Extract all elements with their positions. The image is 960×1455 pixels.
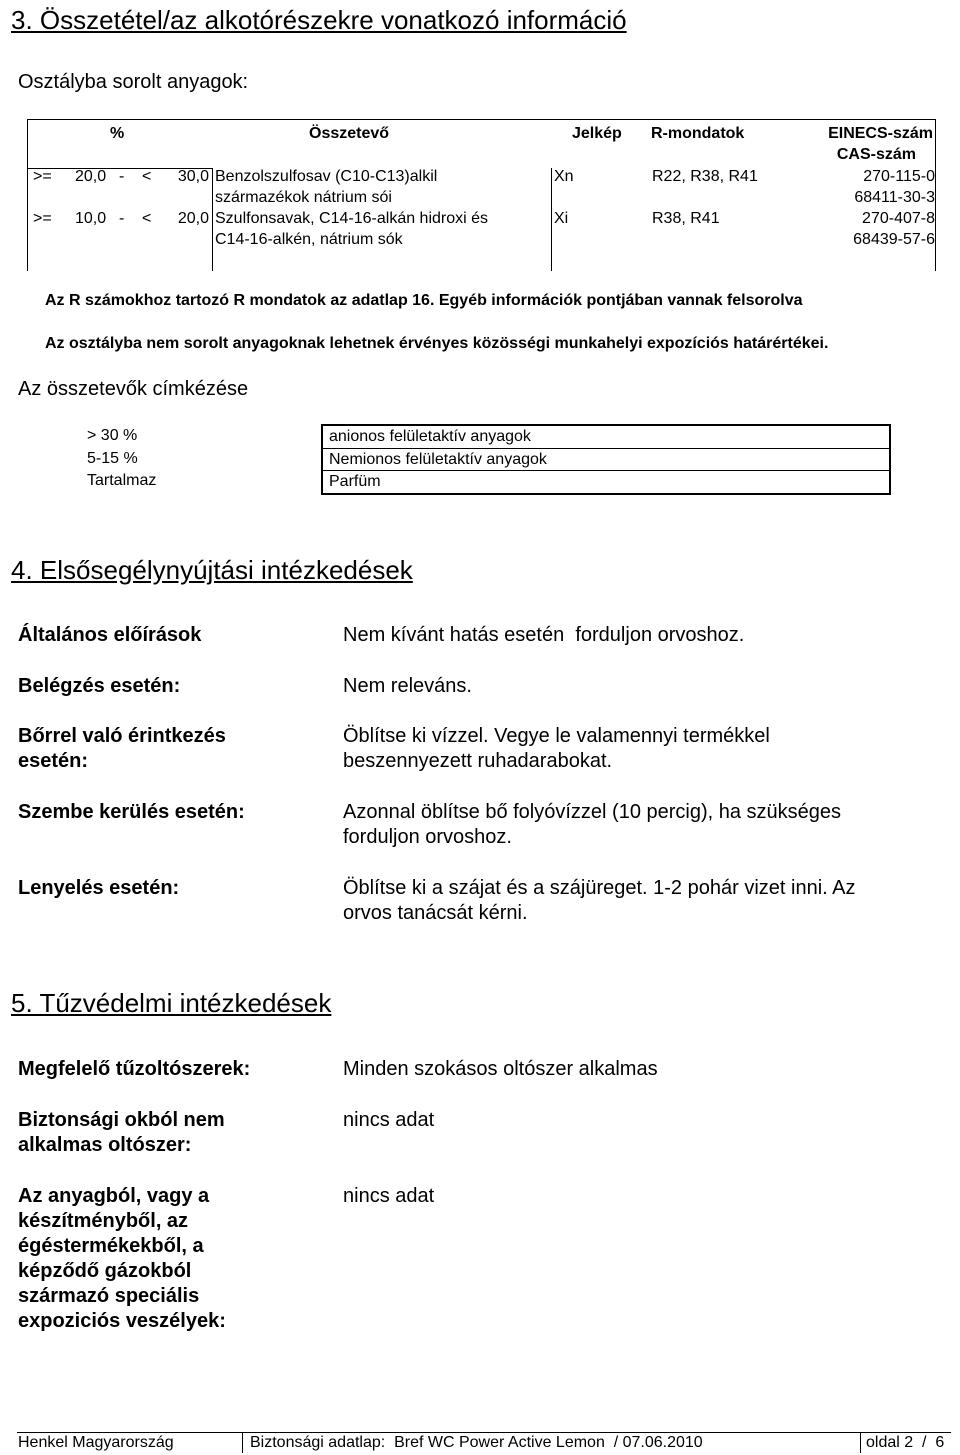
fire-unsuitable-media-value: nincs adat	[343, 1109, 435, 1131]
labelling-amount-2: 5-15 %	[87, 450, 138, 467]
first-aid-skin-label: Bőrrel való érintkezés esetén:	[18, 725, 226, 772]
fire-unsuitable-media-label: Biztonsági okból nem alkalmas oltószer:	[18, 1109, 225, 1156]
row2-r-phrases: R38, R41	[652, 210, 720, 227]
footer-page-number: oldal 2 / 6	[866, 1434, 945, 1451]
header-cas: CAS-szám	[836, 146, 916, 163]
labelling-content-1: anionos felületaktív anyagok	[329, 428, 531, 445]
row1-component-line1: Benzolszulfosav (C10-C13)alkil	[215, 168, 438, 185]
row2-high: 20,0	[177, 210, 209, 227]
row1-cas: 68411-30-3	[854, 189, 935, 206]
row1-op2: <	[142, 168, 152, 185]
section-3-title: 3. Összetétel/az alkotórészekre vonatkozó információ	[11, 5, 627, 35]
labelling-heading: Az összetevők címkézése	[18, 378, 249, 400]
row1-dash: -	[119, 168, 125, 185]
row2-op2: <	[142, 210, 152, 227]
labelling-content-3: Parfüm	[323, 470, 889, 492]
first-aid-skin-value: Öblítse ki vízzel. Vegye le valamennyi termékkel beszennyezett ruhadarabokat.	[343, 725, 770, 772]
header-einecs: EINECS-szám	[828, 125, 933, 142]
row1-symbol: Xn	[554, 168, 574, 185]
fire-special-hazards-label: Az anyagból, vagy a készítményből, az égéstermékekből, a képződő gázokból származó speciális expoziciós veszélyek:	[18, 1185, 226, 1332]
footer-separator-2	[860, 1433, 861, 1453]
section-5-title: 5. Tűzvédelmi intézkedések	[11, 988, 332, 1018]
row2-component-line2: C14-16-alkén, nátrium sók	[215, 231, 403, 248]
classified-substances-heading: Osztályba sorolt anyagok:	[18, 71, 249, 93]
row2-dash: -	[119, 210, 125, 227]
first-aid-general-label: Általános előírások	[18, 624, 202, 646]
row1-r-phrases: R22, R38, R41	[652, 168, 758, 185]
row2-component-line1: Szulfonsavak, C14-16-alkán hidroxi és	[215, 210, 489, 227]
fire-special-hazards-value: nincs adat	[343, 1185, 435, 1207]
header-symbol: Jelkép	[572, 125, 622, 142]
first-aid-eye-value: Azonnal öblítse bő folyóvízzel (10 percig), ha szükséges forduljon orvoshoz.	[343, 801, 842, 848]
first-aid-ingestion-value: Öblítse ki a szájat és a szájüreget. 1-2 pohár vizet inni. Az orvos tanácsát kérni.	[343, 877, 856, 924]
row1-component-line2: származékok nátrium sói	[215, 189, 392, 206]
row2-einecs: 270-407-8	[862, 210, 935, 227]
row2-cas: 68439-57-6	[853, 231, 935, 248]
row2-op1: >=	[33, 210, 52, 227]
first-aid-eye-label: Szembe kerülés esetén:	[18, 801, 245, 823]
footer-rule	[17, 1432, 951, 1433]
exposure-limits-note: Az osztályba nem sorolt anyagoknak lehetnek érvényes közösségi munkahelyi expozíciós határértékei.	[45, 335, 829, 352]
fire-suitable-media-label: Megfelelő tűzoltószerek:	[18, 1058, 251, 1080]
section-4-title: 4. Elsősegélynyújtási intézkedések	[11, 555, 413, 585]
composition-table	[27, 119, 936, 271]
footer-document-title: Biztonsági adatlap: Bref WC Power Active Lemon / 07.06.2010	[250, 1434, 703, 1451]
row2-low: 10,0	[75, 210, 107, 227]
fire-suitable-media-value: Minden szokásos oltószer alkalmas	[343, 1058, 658, 1080]
header-r-phrases: R-mondatok	[651, 125, 745, 142]
first-aid-general-value: Nem kívánt hatás esetén forduljon orvoshoz.	[343, 624, 745, 646]
labelling-content-2: Nemionos felületaktív anyagok	[323, 448, 889, 470]
row1-einecs: 270-115-0	[863, 168, 935, 185]
labelling-content-box	[321, 424, 891, 495]
labelling-amount-3: Tartalmaz	[87, 472, 157, 489]
labelling-amount-1: > 30 %	[87, 427, 138, 444]
footer-company: Henkel Magyarország	[18, 1434, 174, 1451]
first-aid-inhalation-value: Nem releváns.	[343, 675, 472, 697]
first-aid-inhalation-label: Belégzés esetén:	[18, 675, 181, 697]
footer-separator-1	[242, 1433, 243, 1453]
header-component: Összetevő	[309, 125, 390, 142]
row1-high: 30,0	[177, 168, 209, 185]
r-phrases-note: Az R számokhoz tartozó R mondatok az adatlap 16. Egyéb információk pontjában vannak felsorolva	[45, 292, 803, 309]
header-percent: %	[110, 125, 125, 142]
row1-low: 20,0	[75, 168, 107, 185]
first-aid-ingestion-label: Lenyelés esetén:	[18, 877, 180, 899]
row1-op1: >=	[33, 168, 52, 185]
row2-symbol: Xi	[554, 210, 569, 227]
